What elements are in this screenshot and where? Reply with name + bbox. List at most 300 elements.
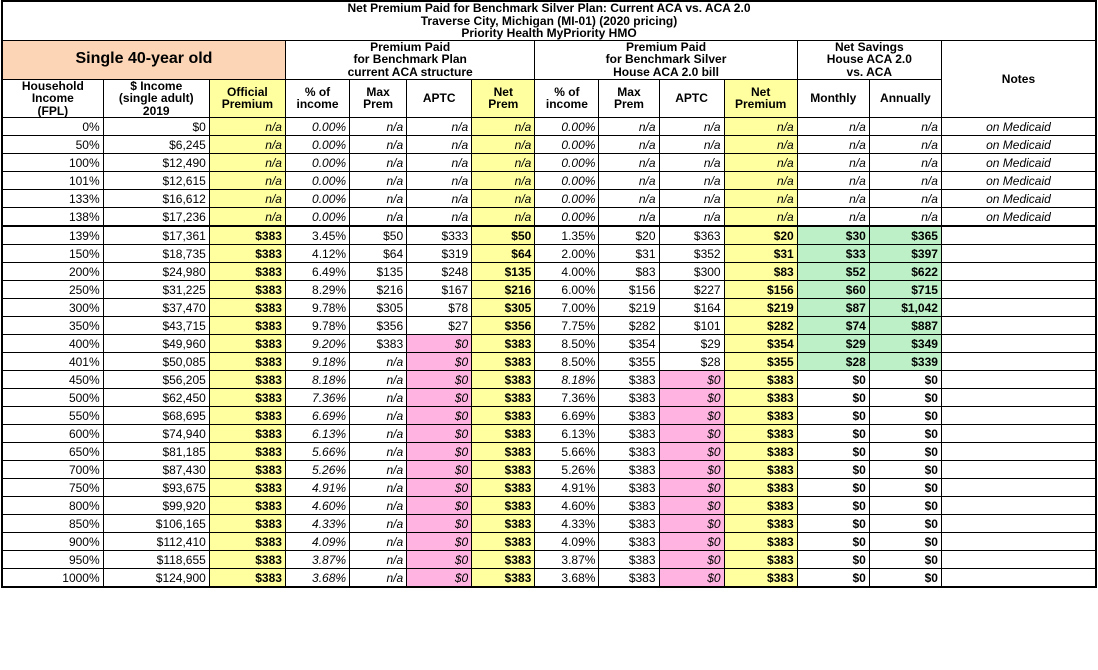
cell-pct-income-house: 7.00%: [535, 299, 599, 317]
cell-max-prem-aca: $135: [350, 263, 407, 281]
cell-aptc-aca: $0: [407, 443, 472, 461]
cell-savings-annually: $0: [869, 533, 941, 551]
table-row: [2, 172, 1096, 190]
cell-net-premium-house: $383: [724, 443, 797, 461]
cell-aptc-house: $0: [659, 425, 724, 443]
cell-notes: [941, 263, 1096, 281]
cell-savings-annually: $0: [869, 443, 941, 461]
col-pct-income-aca-line1: % of: [304, 84, 331, 99]
cell-pct-income-aca: 4.33%: [285, 515, 349, 533]
cell-max-prem-aca: n/a: [350, 497, 407, 515]
cell-aptc-house: n/a: [659, 154, 724, 172]
cell-max-prem-aca: n/a: [350, 443, 407, 461]
cell-max-prem-house: $156: [599, 281, 659, 299]
cell-pct-income-house: 4.00%: [535, 263, 599, 281]
cell-fpl: 550%: [2, 407, 103, 425]
cell-aptc-aca: n/a: [407, 154, 472, 172]
cell-savings-monthly: n/a: [797, 190, 869, 208]
cell-savings-annually: $397: [869, 245, 941, 263]
col-pct-income-aca: [285, 79, 349, 118]
cell-notes: on Medicaid: [941, 208, 1096, 227]
cell-net-premium-house: $383: [724, 425, 797, 443]
cell-notes: [941, 226, 1096, 245]
group-house-bill: [535, 40, 797, 79]
cell-pct-income-house: 0.00%: [535, 172, 599, 190]
cell-fpl: 500%: [2, 389, 103, 407]
cell-fpl: 1000%: [2, 569, 103, 588]
cell-max-prem-aca: $356: [350, 317, 407, 335]
cell-net-premium-house: $383: [724, 407, 797, 425]
cell-max-prem-house: $383: [599, 497, 659, 515]
cell-aptc-aca: $27: [407, 317, 472, 335]
cell-aptc-house: $0: [659, 389, 724, 407]
cell-income: $68,695: [103, 407, 209, 425]
cell-aptc-house: $101: [659, 317, 724, 335]
cell-net-prem-aca: $383: [472, 551, 535, 569]
cell-official-premium: $383: [209, 407, 285, 425]
cell-savings-annually: $622: [869, 263, 941, 281]
group-current-aca-line1: Premium Paid: [370, 40, 451, 54]
cell-pct-income-aca: 3.68%: [285, 569, 349, 588]
cell-fpl: 133%: [2, 190, 103, 208]
cell-savings-monthly: $0: [797, 479, 869, 497]
cell-fpl: 401%: [2, 353, 103, 371]
cell-savings-monthly: $0: [797, 389, 869, 407]
col-max-prem-aca-line1: Max: [366, 84, 390, 99]
table-row: [2, 154, 1096, 172]
cell-savings-monthly: $29: [797, 335, 869, 353]
table-row: [2, 299, 1096, 317]
cell-aptc-aca: n/a: [407, 172, 472, 190]
col-aptc-house: APTC: [659, 79, 724, 118]
cell-notes: [941, 461, 1096, 479]
cell-income: $0: [103, 118, 209, 136]
cell-net-premium-house: n/a: [724, 190, 797, 208]
cell-official-premium: $383: [209, 353, 285, 371]
col-household-income-line2: Income: [31, 91, 74, 106]
cell-official-premium: $383: [209, 533, 285, 551]
col-max-prem-aca-line2: Prem: [363, 97, 394, 112]
cell-pct-income-house: 6.69%: [535, 407, 599, 425]
cell-net-premium-house: $219: [724, 299, 797, 317]
cell-notes: [941, 407, 1096, 425]
cell-max-prem-house: $282: [599, 317, 659, 335]
table-row: [2, 263, 1096, 281]
cell-aptc-house: n/a: [659, 172, 724, 190]
cell-savings-annually: $1,042: [869, 299, 941, 317]
cell-savings-annually: $349: [869, 335, 941, 353]
cell-max-prem-house: $20: [599, 226, 659, 245]
cell-net-prem-aca: $383: [472, 515, 535, 533]
cell-max-prem-house: $383: [599, 533, 659, 551]
cell-savings-monthly: $0: [797, 371, 869, 389]
cell-pct-income-house: 0.00%: [535, 136, 599, 154]
cell-net-prem-aca: $383: [472, 371, 535, 389]
cell-official-premium: $383: [209, 515, 285, 533]
cell-income: $124,900: [103, 569, 209, 588]
cell-net-prem-aca: n/a: [472, 190, 535, 208]
cell-savings-annually: n/a: [869, 190, 941, 208]
cell-savings-monthly: n/a: [797, 136, 869, 154]
cell-income: $50,085: [103, 353, 209, 371]
cell-net-premium-house: $354: [724, 335, 797, 353]
cell-notes: [941, 389, 1096, 407]
cell-savings-monthly: $0: [797, 407, 869, 425]
col-official-premium-line1: Official: [227, 84, 268, 99]
cell-fpl: 139%: [2, 226, 103, 245]
cell-fpl: 750%: [2, 479, 103, 497]
cell-fpl: 350%: [2, 317, 103, 335]
col-net-premium-house-line2: Premium: [734, 97, 787, 112]
cell-official-premium: $383: [209, 371, 285, 389]
cell-pct-income-house: 0.00%: [535, 190, 599, 208]
cell-savings-annually: $0: [869, 569, 941, 588]
cell-net-prem-aca: n/a: [472, 172, 535, 190]
group-net-savings: [797, 40, 941, 79]
cell-pct-income-aca: 9.20%: [285, 335, 349, 353]
cell-savings-monthly: $0: [797, 551, 869, 569]
persona-label: Single 40-year old: [2, 40, 285, 79]
cell-pct-income-house: 4.09%: [535, 533, 599, 551]
cell-savings-annually: $0: [869, 497, 941, 515]
cell-net-premium-house: $83: [724, 263, 797, 281]
cell-fpl: 950%: [2, 551, 103, 569]
cell-pct-income-aca: 0.00%: [285, 136, 349, 154]
cell-income: $17,236: [103, 208, 209, 227]
cell-max-prem-aca: n/a: [350, 461, 407, 479]
cell-max-prem-house: n/a: [599, 172, 659, 190]
cell-aptc-aca: $0: [407, 569, 472, 588]
cell-savings-annually: n/a: [869, 154, 941, 172]
cell-max-prem-house: n/a: [599, 154, 659, 172]
cell-savings-annually: $0: [869, 389, 941, 407]
cell-pct-income-house: 5.26%: [535, 461, 599, 479]
col-dollar-income-line2: (single adult): [118, 91, 194, 106]
cell-notes: [941, 497, 1096, 515]
cell-net-premium-house: $383: [724, 479, 797, 497]
cell-net-prem-aca: $305: [472, 299, 535, 317]
cell-savings-monthly: $87: [797, 299, 869, 317]
cell-max-prem-house: $383: [599, 479, 659, 497]
col-max-prem-house: [599, 79, 659, 118]
cell-aptc-aca: n/a: [407, 136, 472, 154]
cell-max-prem-aca: n/a: [350, 172, 407, 190]
cell-fpl: 450%: [2, 371, 103, 389]
cell-net-prem-aca: $383: [472, 443, 535, 461]
cell-pct-income-house: 7.36%: [535, 389, 599, 407]
cell-max-prem-aca: n/a: [350, 425, 407, 443]
cell-pct-income-aca: 4.09%: [285, 533, 349, 551]
cell-aptc-house: $352: [659, 245, 724, 263]
cell-savings-annually: $0: [869, 551, 941, 569]
cell-pct-income-aca: 6.49%: [285, 263, 349, 281]
table-row: [2, 479, 1096, 497]
cell-max-prem-house: $355: [599, 353, 659, 371]
cell-savings-annually: $0: [869, 371, 941, 389]
cell-net-prem-aca: $383: [472, 569, 535, 588]
cell-notes: [941, 281, 1096, 299]
cell-notes: [941, 317, 1096, 335]
cell-official-premium: $383: [209, 461, 285, 479]
cell-notes: [941, 515, 1096, 533]
cell-savings-monthly: $0: [797, 461, 869, 479]
cell-pct-income-house: 6.00%: [535, 281, 599, 299]
cell-net-prem-aca: $383: [472, 389, 535, 407]
cell-pct-income-aca: 4.91%: [285, 479, 349, 497]
cell-aptc-aca: $0: [407, 353, 472, 371]
col-household-income-line1: Household: [21, 79, 84, 93]
cell-pct-income-house: 8.50%: [535, 353, 599, 371]
table-row: [2, 118, 1096, 136]
cell-income: $17,361: [103, 226, 209, 245]
cell-pct-income-aca: 6.69%: [285, 407, 349, 425]
cell-pct-income-house: 7.75%: [535, 317, 599, 335]
cell-max-prem-house: $383: [599, 389, 659, 407]
cell-income: $31,225: [103, 281, 209, 299]
cell-aptc-aca: $0: [407, 407, 472, 425]
cell-max-prem-house: n/a: [599, 190, 659, 208]
cell-fpl: 650%: [2, 443, 103, 461]
cell-official-premium: $383: [209, 281, 285, 299]
cell-official-premium: $383: [209, 299, 285, 317]
cell-net-premium-house: $156: [724, 281, 797, 299]
cell-aptc-aca: $0: [407, 335, 472, 353]
cell-pct-income-house: 2.00%: [535, 245, 599, 263]
cell-fpl: 100%: [2, 154, 103, 172]
col-net-prem-aca: [472, 79, 535, 118]
table-row: [2, 497, 1096, 515]
premium-comparison-table: [1, 0, 1097, 588]
cell-net-premium-house: n/a: [724, 136, 797, 154]
cell-max-prem-aca: n/a: [350, 479, 407, 497]
col-household-income: [2, 79, 103, 118]
cell-savings-annually: $0: [869, 461, 941, 479]
table-row: [2, 407, 1096, 425]
cell-official-premium: $383: [209, 551, 285, 569]
cell-pct-income-aca: 9.18%: [285, 353, 349, 371]
table-row: [2, 389, 1096, 407]
cell-max-prem-house: $383: [599, 461, 659, 479]
cell-pct-income-aca: 0.00%: [285, 172, 349, 190]
cell-income: $16,612: [103, 190, 209, 208]
cell-fpl: 600%: [2, 425, 103, 443]
cell-net-premium-house: $383: [724, 515, 797, 533]
cell-income: $81,185: [103, 443, 209, 461]
cell-pct-income-house: 0.00%: [535, 118, 599, 136]
cell-net-prem-aca: $383: [472, 335, 535, 353]
group-house-bill-line3: House ACA 2.0 bill: [613, 64, 719, 79]
group-house-bill-line1: Premium Paid: [626, 40, 707, 54]
cell-max-prem-aca: n/a: [350, 190, 407, 208]
cell-savings-annually: $0: [869, 407, 941, 425]
col-official-premium: [209, 79, 285, 118]
cell-aptc-house: n/a: [659, 136, 724, 154]
cell-max-prem-house: $219: [599, 299, 659, 317]
cell-notes: [941, 533, 1096, 551]
cell-savings-monthly: $0: [797, 515, 869, 533]
cell-aptc-aca: $248: [407, 263, 472, 281]
cell-aptc-house: $300: [659, 263, 724, 281]
col-pct-income-house-line1: % of: [554, 84, 580, 99]
cell-max-prem-aca: n/a: [350, 136, 407, 154]
cell-aptc-house: n/a: [659, 208, 724, 227]
table-row: [2, 515, 1096, 533]
cell-net-premium-house: $383: [724, 551, 797, 569]
col-net-prem-aca-line2: Prem: [488, 97, 519, 112]
cell-aptc-house: $227: [659, 281, 724, 299]
cell-pct-income-house: 1.35%: [535, 226, 599, 245]
table-row: [2, 317, 1096, 335]
cell-official-premium: n/a: [209, 154, 285, 172]
group-net-savings-line3: vs. ACA: [846, 64, 893, 79]
cell-aptc-aca: $319: [407, 245, 472, 263]
title-line-2: Traverse City, Michigan (MI-01) (2020 pricing): [420, 13, 678, 28]
cell-aptc-house: $0: [659, 497, 724, 515]
cell-savings-monthly: $0: [797, 569, 869, 588]
cell-aptc-house: $28: [659, 353, 724, 371]
cell-savings-annually: $0: [869, 425, 941, 443]
cell-notes: [941, 335, 1096, 353]
cell-pct-income-aca: 0.00%: [285, 118, 349, 136]
cell-savings-annually: $715: [869, 281, 941, 299]
col-max-prem-house-line2: Prem: [613, 97, 644, 112]
cell-net-prem-aca: n/a: [472, 154, 535, 172]
cell-income: $18,735: [103, 245, 209, 263]
cell-max-prem-aca: $50: [350, 226, 407, 245]
cell-pct-income-aca: 4.60%: [285, 497, 349, 515]
cell-max-prem-house: n/a: [599, 118, 659, 136]
cell-aptc-aca: $0: [407, 425, 472, 443]
table-row: [2, 371, 1096, 389]
cell-net-premium-house: $383: [724, 389, 797, 407]
cell-notes: on Medicaid: [941, 154, 1096, 172]
col-net-premium-house-line1: Net: [750, 84, 771, 99]
table-row: [2, 245, 1096, 263]
cell-savings-monthly: $30: [797, 226, 869, 245]
cell-max-prem-house: $383: [599, 407, 659, 425]
col-max-prem-house-line1: Max: [617, 84, 641, 99]
cell-aptc-aca: n/a: [407, 118, 472, 136]
title-row: [2, 1, 1096, 40]
cell-pct-income-house: 5.66%: [535, 443, 599, 461]
cell-aptc-aca: $333: [407, 226, 472, 245]
cell-aptc-aca: $0: [407, 389, 472, 407]
cell-fpl: 700%: [2, 461, 103, 479]
cell-income: $37,470: [103, 299, 209, 317]
cell-official-premium: n/a: [209, 172, 285, 190]
cell-net-prem-aca: $216: [472, 281, 535, 299]
table-row: [2, 335, 1096, 353]
cell-aptc-aca: $0: [407, 515, 472, 533]
group-current-aca-line3: current ACA structure: [347, 64, 473, 79]
cell-pct-income-aca: 4.12%: [285, 245, 349, 263]
cell-pct-income-aca: 6.13%: [285, 425, 349, 443]
cell-official-premium: $383: [209, 389, 285, 407]
cell-notes: [941, 443, 1096, 461]
cell-official-premium: $383: [209, 479, 285, 497]
cell-aptc-house: $29: [659, 335, 724, 353]
cell-pct-income-aca: 5.26%: [285, 461, 349, 479]
cell-max-prem-house: $383: [599, 371, 659, 389]
cell-income: $87,430: [103, 461, 209, 479]
group-net-savings-line2: House ACA 2.0: [826, 52, 912, 67]
cell-official-premium: $383: [209, 425, 285, 443]
cell-aptc-aca: $0: [407, 497, 472, 515]
cell-net-prem-aca: n/a: [472, 118, 535, 136]
cell-max-prem-aca: $64: [350, 245, 407, 263]
cell-max-prem-aca: n/a: [350, 515, 407, 533]
cell-aptc-aca: n/a: [407, 208, 472, 227]
table-title: [2, 1, 1096, 40]
cell-max-prem-aca: n/a: [350, 389, 407, 407]
cell-aptc-house: $0: [659, 551, 724, 569]
cell-savings-monthly: n/a: [797, 118, 869, 136]
cell-savings-annually: n/a: [869, 118, 941, 136]
cell-notes: on Medicaid: [941, 172, 1096, 190]
cell-max-prem-house: $31: [599, 245, 659, 263]
cell-fpl: 50%: [2, 136, 103, 154]
cell-notes: [941, 551, 1096, 569]
cell-fpl: 200%: [2, 263, 103, 281]
cell-official-premium: $383: [209, 497, 285, 515]
cell-savings-annually: $365: [869, 226, 941, 245]
cell-max-prem-house: n/a: [599, 136, 659, 154]
table-row: [2, 353, 1096, 371]
cell-income: $49,960: [103, 335, 209, 353]
cell-aptc-aca: $78: [407, 299, 472, 317]
cell-fpl: 250%: [2, 281, 103, 299]
cell-fpl: 400%: [2, 335, 103, 353]
cell-official-premium: n/a: [209, 136, 285, 154]
cell-notes: [941, 353, 1096, 371]
col-dollar-income-line1: $ Income: [130, 79, 183, 93]
cell-aptc-aca: $0: [407, 371, 472, 389]
cell-max-prem-house: $383: [599, 425, 659, 443]
col-dollar-income-line3: 2019: [142, 103, 170, 118]
cell-max-prem-house: $354: [599, 335, 659, 353]
cell-net-premium-house: $383: [724, 461, 797, 479]
cell-max-prem-house: n/a: [599, 208, 659, 227]
cell-net-prem-aca: $383: [472, 407, 535, 425]
cell-income: $43,715: [103, 317, 209, 335]
table-row: [2, 226, 1096, 245]
cell-savings-annually: n/a: [869, 172, 941, 190]
cell-aptc-house: $363: [659, 226, 724, 245]
cell-official-premium: $383: [209, 263, 285, 281]
cell-aptc-house: $0: [659, 407, 724, 425]
table-row: [2, 190, 1096, 208]
col-pct-income-house: [535, 79, 599, 118]
cell-max-prem-aca: n/a: [350, 551, 407, 569]
cell-net-prem-aca: $383: [472, 353, 535, 371]
cell-pct-income-aca: 7.36%: [285, 389, 349, 407]
cell-notes: [941, 479, 1096, 497]
cell-official-premium: n/a: [209, 190, 285, 208]
cell-pct-income-house: 3.68%: [535, 569, 599, 588]
cell-max-prem-aca: n/a: [350, 154, 407, 172]
cell-aptc-house: $0: [659, 569, 724, 588]
cell-savings-annually: n/a: [869, 208, 941, 227]
cell-max-prem-house: $383: [599, 551, 659, 569]
cell-pct-income-house: 3.87%: [535, 551, 599, 569]
cell-pct-income-aca: 0.00%: [285, 208, 349, 227]
col-aptc-aca: APTC: [407, 79, 472, 118]
cell-fpl: 138%: [2, 208, 103, 227]
cell-official-premium: $383: [209, 317, 285, 335]
cell-net-premium-house: $383: [724, 371, 797, 389]
cell-net-prem-aca: $383: [472, 425, 535, 443]
table-row: [2, 551, 1096, 569]
